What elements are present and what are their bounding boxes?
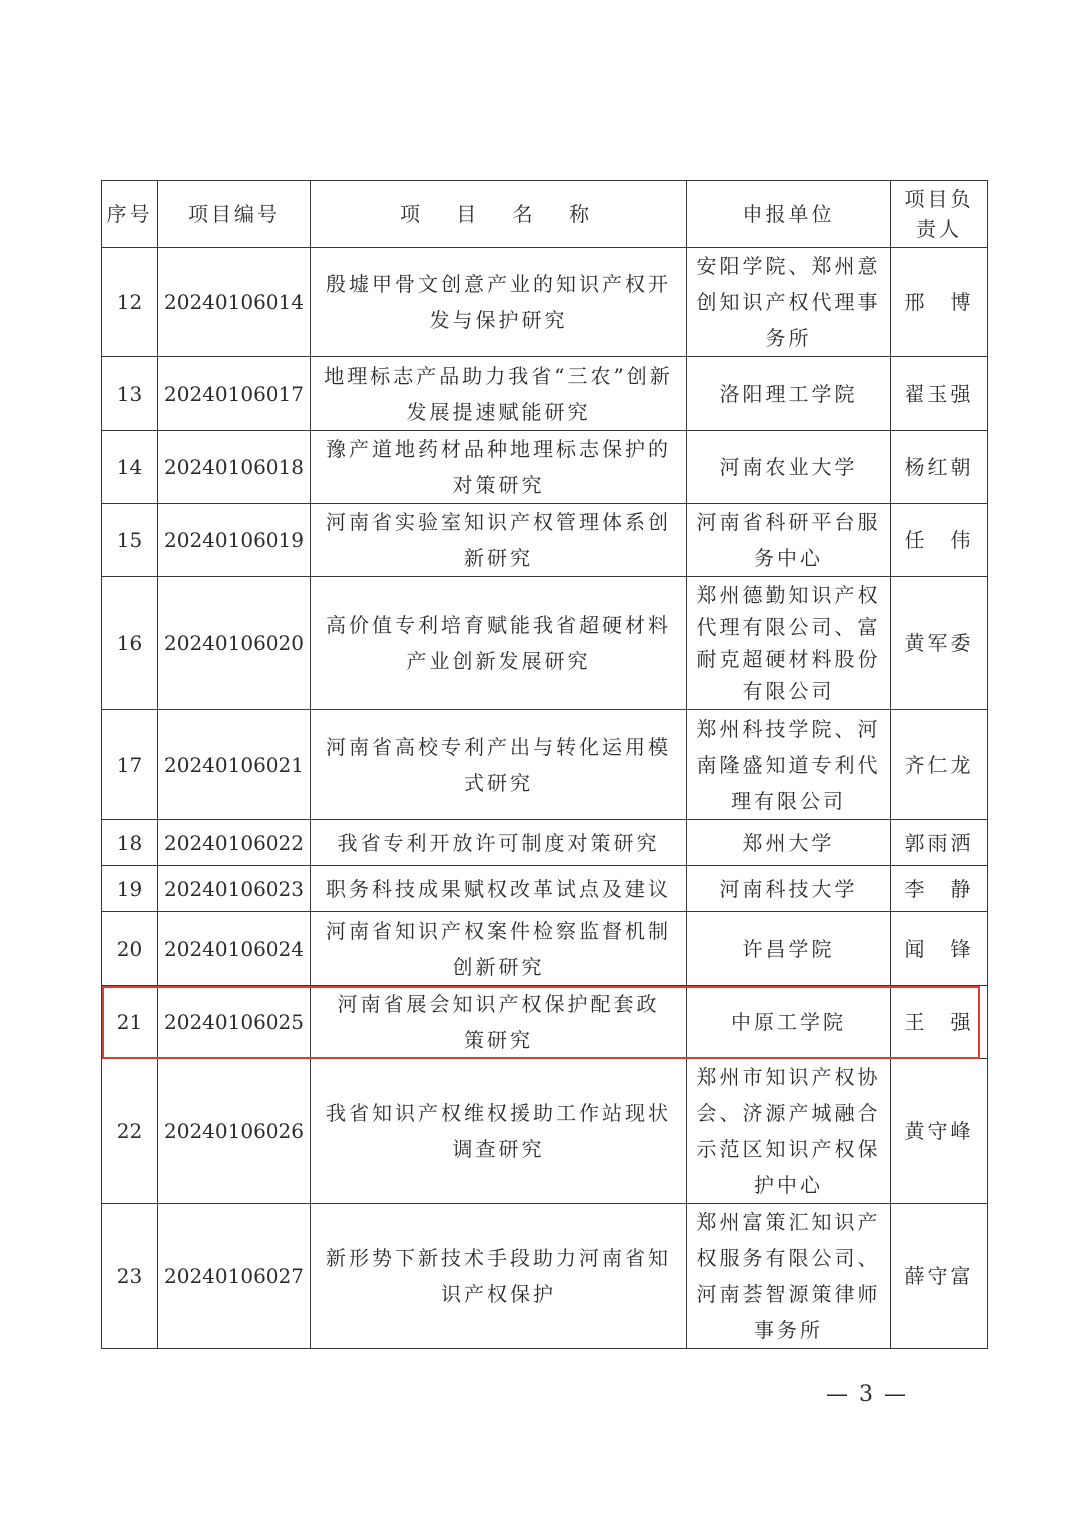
table-row — [102, 820, 988, 866]
table-row — [102, 577, 988, 710]
header-name: 项 目 名 称 — [310, 181, 686, 248]
row-lead: 黄守峰 — [890, 1059, 987, 1204]
row-lead: 任 伟 — [890, 504, 987, 577]
row-name: 殷墟甲骨文创意产业的知识产权开发与保护研究 — [310, 248, 686, 357]
row-org: 河南省科研平台服务中心 — [686, 504, 890, 577]
row-seq: 13 — [102, 357, 158, 431]
row-code: 20240106018 — [158, 431, 311, 504]
table-row — [102, 710, 988, 820]
row-code: 20240106025 — [158, 986, 311, 1059]
row-seq: 20 — [102, 912, 158, 986]
row-lead: 翟玉强 — [890, 357, 987, 431]
table-row — [102, 248, 988, 357]
row-org: 许昌学院 — [686, 912, 890, 986]
row-lead: 李 静 — [890, 866, 987, 912]
row-code: 20240106026 — [158, 1059, 311, 1204]
row-name: 我省专利开放许可制度对策研究 — [310, 820, 686, 866]
row-seq: 22 — [102, 1059, 158, 1204]
row-org: 河南农业大学 — [686, 431, 890, 504]
row-seq: 14 — [102, 431, 158, 504]
table-row — [102, 504, 988, 577]
header-seq: 序号 — [102, 181, 158, 248]
row-org: 郑州科技学院、河南隆盛知道专利代理有限公司 — [686, 710, 890, 820]
row-lead: 薛守富 — [890, 1204, 987, 1349]
row-code: 20240106023 — [158, 866, 311, 912]
row-org: 中原工学院 — [686, 986, 890, 1059]
row-code: 20240106027 — [158, 1204, 311, 1349]
table-row — [102, 1059, 988, 1204]
row-name: 河南省高校专利产出与转化运用模式研究 — [310, 710, 686, 820]
row-org: 郑州德勤知识产权代理有限公司、富耐克超硬材料股份有限公司 — [686, 577, 890, 710]
project-table — [101, 180, 988, 1349]
row-code: 20240106022 — [158, 820, 311, 866]
row-name: 职务科技成果赋权改革试点及建议 — [310, 866, 686, 912]
page-number: — 3 — — [826, 1382, 908, 1407]
table-row — [102, 1204, 988, 1349]
table-row-highlighted — [102, 986, 988, 1059]
row-org: 郑州市知识产权协会、济源产城融合示范区知识产权保护中心 — [686, 1059, 890, 1204]
row-code: 20240106019 — [158, 504, 311, 577]
row-seq: 19 — [102, 866, 158, 912]
row-code: 20240106017 — [158, 357, 311, 431]
row-lead: 齐仁龙 — [890, 710, 987, 820]
table-row — [102, 866, 988, 912]
row-seq: 23 — [102, 1204, 158, 1349]
table-header-row — [102, 181, 988, 248]
row-org: 安阳学院、郑州意创知识产权代理事务所 — [686, 248, 890, 357]
header-org: 申报单位 — [686, 181, 890, 248]
row-lead: 杨红朝 — [890, 431, 987, 504]
row-lead: 黄军委 — [890, 577, 987, 710]
row-name: 高价值专利培育赋能我省超硬材料产业创新发展研究 — [310, 577, 686, 710]
row-lead: 闻 锋 — [890, 912, 987, 986]
row-code: 20240106021 — [158, 710, 311, 820]
row-org: 河南科技大学 — [686, 866, 890, 912]
table-row — [102, 912, 988, 986]
row-seq: 16 — [102, 577, 158, 710]
row-lead: 邢 博 — [890, 248, 987, 357]
row-lead: 郭雨洒 — [890, 820, 987, 866]
row-seq: 18 — [102, 820, 158, 866]
row-name: 河南省展会知识产权保护配套政策研究 — [310, 986, 686, 1059]
row-org: 洛阳理工学院 — [686, 357, 890, 431]
row-code: 20240106014 — [158, 248, 311, 357]
row-name: 河南省知识产权案件检察监督机制创新研究 — [310, 912, 686, 986]
row-code: 20240106020 — [158, 577, 311, 710]
row-seq: 12 — [102, 248, 158, 357]
row-name: 新形势下新技术手段助力河南省知识产权保护 — [310, 1204, 686, 1349]
row-name: 豫产道地药材品种地理标志保护的对策研究 — [310, 431, 686, 504]
row-name: 河南省实验室知识产权管理体系创新研究 — [310, 504, 686, 577]
table-row — [102, 357, 988, 431]
row-code: 20240106024 — [158, 912, 311, 986]
row-org: 郑州大学 — [686, 820, 890, 866]
row-seq: 17 — [102, 710, 158, 820]
header-lead: 项目负责人 — [890, 181, 987, 248]
table-row — [102, 431, 988, 504]
row-lead: 王 强 — [890, 986, 987, 1059]
row-org: 郑州富策汇知识产权服务有限公司、河南荟智源策律师事务所 — [686, 1204, 890, 1349]
row-seq: 15 — [102, 504, 158, 577]
row-name: 地理标志产品助力我省“三农”创新发展提速赋能研究 — [310, 357, 686, 431]
row-seq: 21 — [102, 986, 158, 1059]
row-name: 我省知识产权维权援助工作站现状调查研究 — [310, 1059, 686, 1204]
header-code: 项目编号 — [158, 181, 311, 248]
